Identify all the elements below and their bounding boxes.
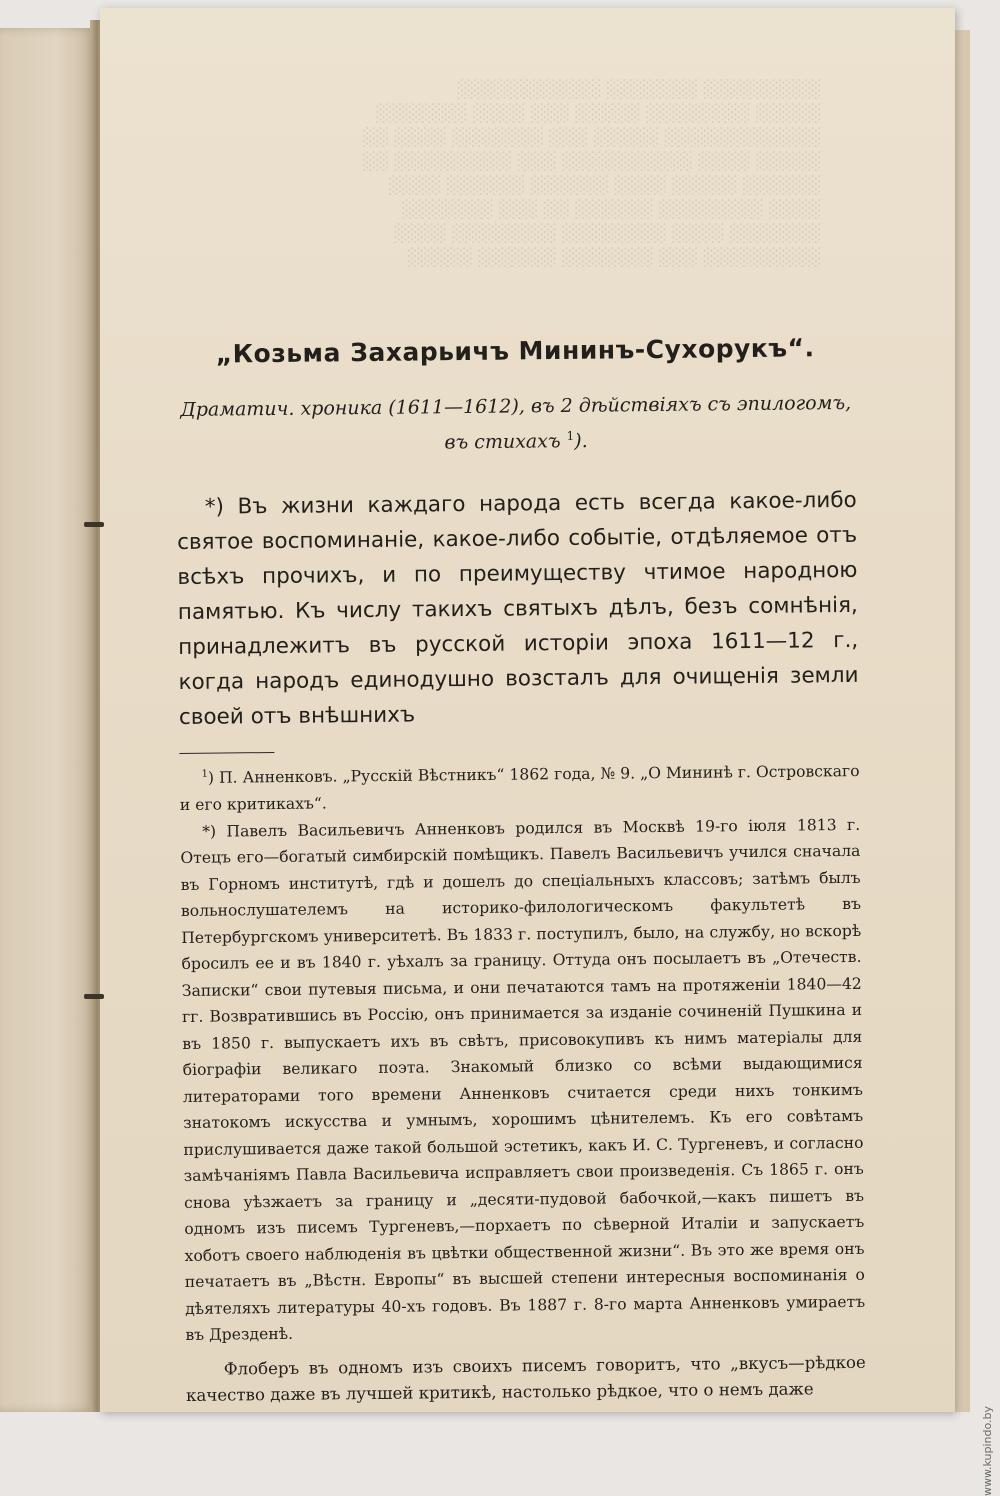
footnote-1-text: ) П. Анненковъ. „Русскій Вѣстникъ“ 1862 года, № 9. „О Мининѣ г. Островскаго и его критикахъ“. <box>179 762 860 814</box>
bleed-through-text: ░░░░░░░░░ ░░░░░░░ ░░░░░░░░░░░ ░░░░░ ░░░░░░░░ ░░░░░ ░░░ ░░░░ ░░░░░░░ ░░░░░░░░░░░░ ░░░░░ ░░░ ░░░░░░░ ░░░░ ░░ ░░░░░ ░░░░ ░░░░░░░░░░ ░░░ ░░░░░░░░░ ░░ ░░░░░░ ░░░░░ ░░░░ ░░░░░░ ░░░░░░ ░░░░ ░░░░ ░░░░░░░░ ░░░░░░ ░░ ░░░ ░░░░░░░ ░░░░░░░ ░░░░ ░░░░░░░░ ░░░░░░░░ ░░░░ ░░░░░░░░░ ░░░ ░░░░░░░ ░░░░░░ ░░░░░ <box>361 80 820 268</box>
subtitle-end: ). <box>574 430 588 453</box>
chapter-title: „Козьма Захарьичъ Мининъ-Сухорукъ“. <box>215 333 815 369</box>
subtitle-line-1: Драматич. хроника (1611—1612), въ 2 дѣйствіяхъ съ эпилогомъ, <box>180 391 852 421</box>
footnote-1-marker: 1 <box>201 769 208 781</box>
chapter-subtitle <box>176 388 857 460</box>
subtitle-line-2: въ стихахъ <box>444 430 561 454</box>
footnote-1 <box>179 755 860 818</box>
main-paragraph: *) Въ жизни каждаго народа есть всегда какое-либо святое воспоминаніе, какое-либо событіе, отдѣляемое отъ всѣхъ прочихъ, и по преимуществу чтимое народною памятью. Къ числу такихъ святыхъ дѣлъ, безъ сомнѣнія, принадлежитъ въ русской исторіи эпоха 1611—12 г., когда народъ единодушно возсталъ для очищенія земли своей отъ внѣшнихъ <box>176 488 859 731</box>
watermark: www.kupindo.by <box>981 1406 994 1496</box>
footnote-divider <box>179 752 274 754</box>
stitch-mark <box>84 994 104 999</box>
left-page <box>0 28 96 1412</box>
footnote-reference: 1 <box>566 428 575 443</box>
page-content <box>175 333 866 1410</box>
footnote-biography: *) Павелъ Васильевичъ Анненковъ родился въ Москвѣ 19-го іюля 1813 г. Отецъ его—богатый симбирскій помѣщикъ. Павелъ Васильевичъ учился сначала въ Горномъ институтѣ, гдѣ и дошелъ до спеціальныхъ классовъ; затѣмъ былъ вольнослушателемъ на историко-филологическомъ факультетѣ въ Петербургскомъ университетѣ. Въ 1833 г. поступилъ, было, на службу, но вскорѣ бросилъ ее и въ 1840 г. уѣхалъ за границу. Оттуда онъ посылаетъ въ „Отечеств. Записки“ свои путевыя письма, и они печатаются тамъ на протяженіи 1840—42 гг. Возвратившись въ Россію, онъ принимается за изданіе сочиненій Пушкина и въ 1850 г. выпускаетъ ихъ въ свѣтъ, присовокупивъ къ нимъ матеріалы для біографіи великаго поэта. Знакомый близко со всѣми выдающимися литераторами того времени Анненковъ считается среди нихъ тонкимъ знатокомъ искусства и умнымъ, хорошимъ цѣнителемъ. Къ его совѣтамъ прислушивается даже такой большой эстетикъ, какъ И. С. Тургеневъ, и согласно замѣчаніямъ Павла Васильевича исправляетъ свои произведенія. Съ 1865 г. онъ снова уѣзжаетъ за границу и „десяти-пудовой бабочкой,—какъ пишетъ въ одномъ изъ писемъ Тургеневъ,—порхаетъ по сѣверной Италіи и запускаетъ хоботъ своего наблюденія въ цвѣтки общественной жизни“. Въ это же время онъ печатаетъ въ „Вѣстн. Европы“ въ высшей степени интересныя воспоминанія о дѣятеляхъ литературы 40-хъ годовъ. Въ 1887 г. 8-го марта Анненковъ умираетъ въ Дрезденѣ. <box>180 815 866 1344</box>
footnote-continuation: Флоберъ въ одномъ изъ своихъ писемъ говоритъ, что „вкусъ—рѣдкое качество даже въ лучшей критикѣ, настолько рѣдкое, что о немъ даже <box>185 1352 866 1405</box>
stitch-mark <box>84 522 104 527</box>
